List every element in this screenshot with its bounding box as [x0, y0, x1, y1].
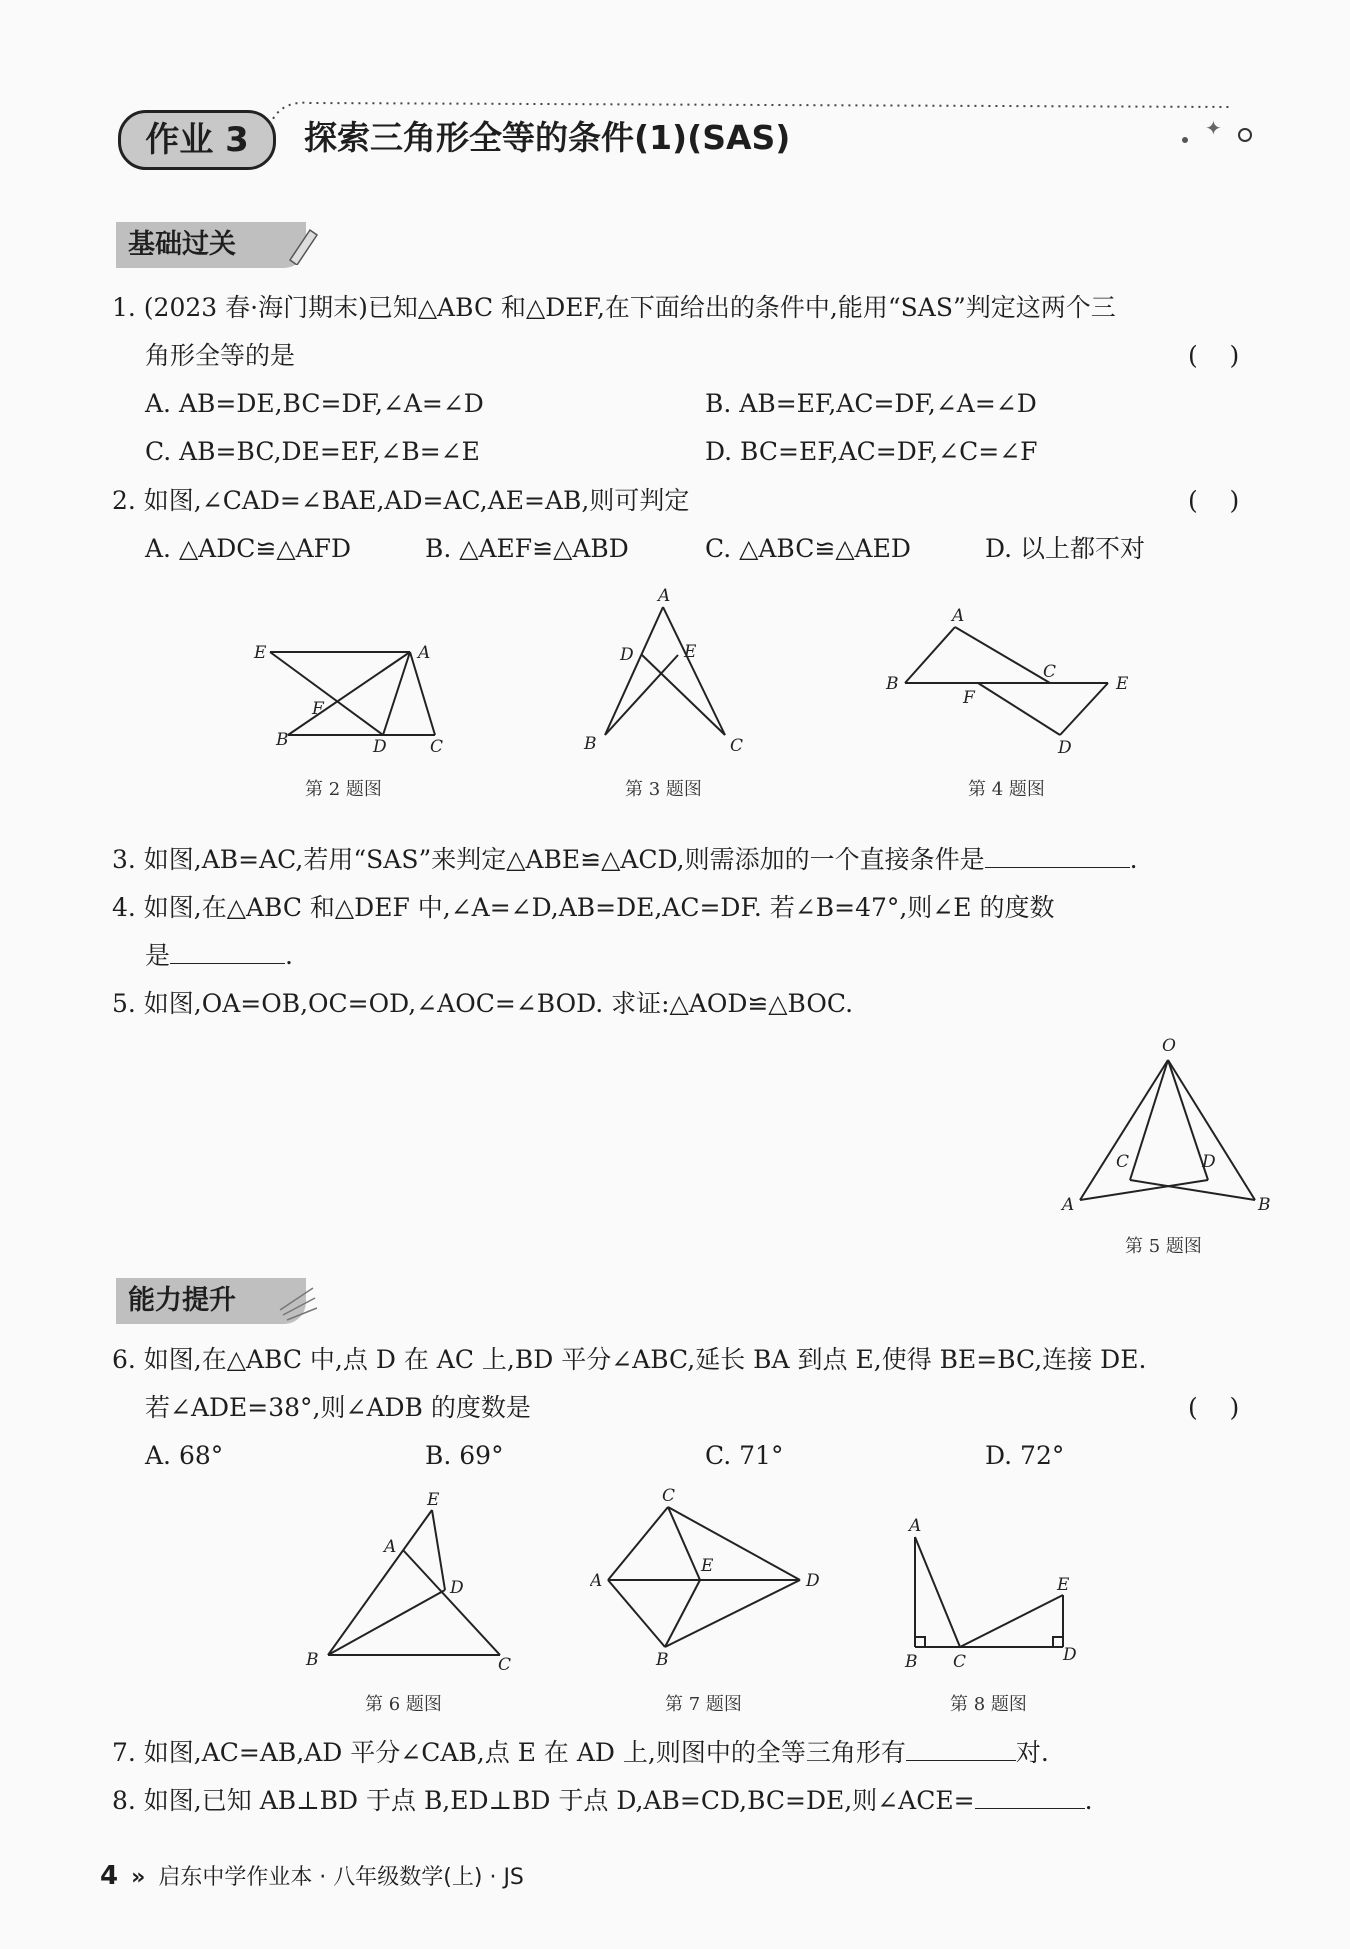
- section-advanced: 能力提升: [116, 1278, 306, 1324]
- svg-text:✦: ✦: [1205, 116, 1222, 140]
- q2-option-c: C. △ABC≌△AED: [705, 534, 911, 563]
- q6-text-line1: 6. 如图,在△ABC 中,点 D 在 AC 上,BD 平分∠ABC,延长 BA 到点 E,使得 BE=BC,连接 DE.: [112, 1345, 1147, 1374]
- q1-text-line1: 1. (2023 春·海门期末)已知△ABC 和△DEF,在下面给出的条件中,能用“SAS”判定这两个三: [112, 293, 1116, 322]
- f5-label-D: D: [1202, 1152, 1216, 1172]
- f6-label-D: D: [450, 1578, 464, 1598]
- q6-text-line2: 若∠ADE=38°,则∠ADB 的度数是: [145, 1393, 531, 1422]
- q1-option-c: C. AB=BC,DE=EF,∠B=∠E: [145, 437, 480, 466]
- q3-text: [112, 845, 1138, 875]
- q7-text-body: 7. 如图,AC=AB,AD 平分∠CAB,点 E 在 AD 上,则图中的全等三角形有: [112, 1738, 906, 1767]
- q2-option-a: A. △ADC≌△AFD: [145, 534, 352, 563]
- caption-fig6: 第 6 题图: [365, 1694, 442, 1715]
- figure-7: [590, 1485, 830, 1670]
- f5-label-O: O: [1162, 1036, 1176, 1056]
- figure-8: [895, 1515, 1095, 1675]
- star-burst-icon: [275, 1280, 320, 1325]
- caption-fig2: 第 2 题图: [305, 779, 382, 800]
- caption-fig8: 第 8 题图: [950, 1694, 1027, 1715]
- q6-option-a: A. 68°: [145, 1441, 224, 1470]
- q1-option-d: D. BC=EF,AC=DF,∠C=∠F: [705, 437, 1038, 466]
- f5-label-B: B: [1258, 1195, 1271, 1215]
- pencil-icon: [285, 225, 320, 265]
- f2-label-B: B: [276, 730, 289, 750]
- f2-label-F: F: [312, 699, 324, 719]
- q8-text-end: .: [1084, 1786, 1093, 1815]
- figure-3: [580, 585, 760, 760]
- f2-label-C: C: [430, 737, 444, 757]
- f7-label-C: C: [662, 1486, 676, 1506]
- f4-label-A: A: [952, 606, 965, 626]
- q4-text-end: .: [285, 941, 293, 970]
- f8-label-C: C: [953, 1652, 967, 1672]
- f2-label-E: E: [254, 643, 267, 663]
- f8-label-D: D: [1063, 1645, 1077, 1665]
- f4-label-D: D: [1058, 738, 1072, 758]
- q1-answer-paren: ( ): [1188, 341, 1240, 370]
- section-basic: 基础过关: [116, 222, 306, 268]
- q6-option-d: D. 72°: [985, 1441, 1065, 1470]
- q2-option-d: D. 以上都不对: [985, 534, 1146, 563]
- f5-label-C: C: [1116, 1152, 1130, 1172]
- f3-label-E: E: [684, 642, 697, 662]
- q8-text: [112, 1786, 1093, 1816]
- f6-label-B: B: [306, 1650, 319, 1670]
- f6-label-C: C: [498, 1655, 512, 1670]
- q4-text-line2: [145, 941, 293, 971]
- f2-label-A: A: [418, 643, 431, 663]
- f5-label-A: A: [1062, 1195, 1075, 1215]
- f2-label-D: D: [373, 737, 387, 757]
- f3-label-B: B: [584, 734, 597, 754]
- caption-fig3: 第 3 题图: [625, 779, 702, 800]
- f4-label-C: C: [1043, 662, 1057, 682]
- f4-label-B: B: [886, 674, 899, 694]
- header-dotted-decoration: [270, 95, 1280, 145]
- q2-text: 2. 如图,∠CAD=∠BAE,AD=AC,AE=AB,则可判定: [112, 486, 690, 515]
- q7-text: [112, 1738, 1049, 1768]
- caption-fig5: 第 5 题图: [1125, 1236, 1202, 1257]
- f4-label-E: E: [1116, 674, 1129, 694]
- q1-text-line2: 角形全等的是: [145, 341, 296, 370]
- figure-6: [300, 1490, 530, 1670]
- q8-answer-blank[interactable]: [975, 1786, 1085, 1809]
- q6-option-c: C. 71°: [705, 1441, 784, 1470]
- figure-2: [240, 630, 460, 760]
- q8-text-body: 8. 如图,已知 AB⊥BD 于点 B,ED⊥BD 于点 D,AB=CD,BC=DE,则∠ACE=: [112, 1786, 975, 1815]
- page-number: 4: [100, 1861, 119, 1891]
- f3-label-C: C: [730, 736, 744, 756]
- figure-4: [880, 605, 1140, 760]
- q5-text: 5. 如图,OA=OB,OC=OD,∠AOC=∠BOD. 求证:△AOD≌△BOC.: [112, 989, 854, 1018]
- f6-label-A: A: [384, 1537, 397, 1557]
- q4-text-line1: 4. 如图,在△ABC 和△DEF 中,∠A=∠D,AB=DE,AC=DF. 若∠B=47°,则∠E 的度数: [112, 893, 1055, 922]
- q7-answer-blank[interactable]: [906, 1738, 1016, 1761]
- figure-5: [1050, 1035, 1280, 1215]
- f7-label-A: A: [590, 1571, 603, 1591]
- q2-option-b: B. △AEF≌△ABD: [425, 534, 629, 563]
- q4-answer-blank[interactable]: [170, 941, 285, 964]
- double-chevron-icon: »: [131, 1865, 146, 1890]
- caption-fig7: 第 7 题图: [665, 1694, 742, 1715]
- q3-answer-blank[interactable]: [985, 845, 1130, 868]
- q6-answer-paren: ( ): [1188, 1393, 1240, 1422]
- f8-label-A: A: [909, 1516, 922, 1536]
- footer-text: 启东中学作业本 · 八年级数学(上) · JS: [158, 1865, 524, 1890]
- f3-label-A: A: [658, 586, 671, 606]
- f6-label-E: E: [427, 1490, 440, 1510]
- q7-text-end: 对.: [1015, 1738, 1049, 1767]
- f4-label-F: F: [963, 688, 975, 708]
- f7-label-D: D: [806, 1571, 820, 1591]
- q1-option-a: A. AB=DE,BC=DF,∠A=∠D: [145, 389, 484, 418]
- q2-answer-paren: ( ): [1188, 486, 1240, 515]
- q6-option-b: B. 69°: [425, 1441, 504, 1470]
- f8-label-B: B: [905, 1652, 918, 1672]
- f8-label-E: E: [1057, 1575, 1070, 1595]
- assignment-label: 作业 3: [118, 110, 276, 170]
- page-footer: [100, 1860, 524, 1891]
- q1-option-b: B. AB=EF,AC=DF,∠A=∠D: [705, 389, 1037, 418]
- q4-text-body: 是: [145, 941, 171, 970]
- page-title: 探索三角形全等的条件(1)(SAS): [304, 118, 791, 157]
- f7-label-E: E: [701, 1556, 714, 1576]
- f7-label-B: B: [656, 1650, 669, 1670]
- f3-label-D: D: [620, 645, 634, 665]
- q3-text-end: .: [1129, 845, 1138, 874]
- q3-text-body: 3. 如图,AB=AC,若用“SAS”来判定△ABE≌△ACD,则需添加的一个直接条件是: [112, 845, 985, 874]
- caption-fig4: 第 4 题图: [968, 779, 1045, 800]
